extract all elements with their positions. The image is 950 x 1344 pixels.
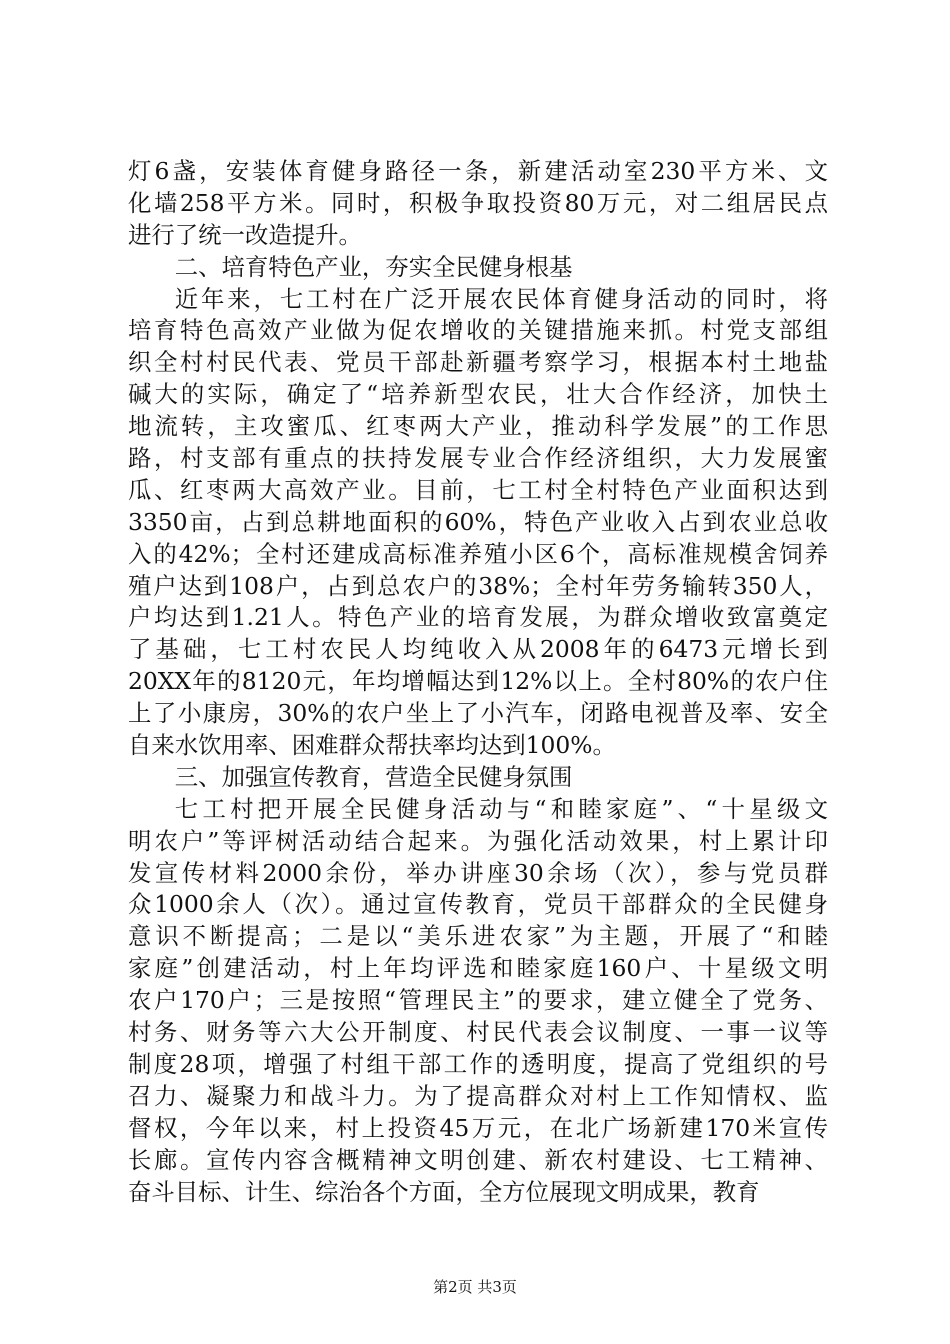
text-line: 七工村把开展全民健身活动与“和睦家庭”、“十星级文 bbox=[174, 794, 828, 823]
text-line: 地流转，主攻蜜瓜、红枣两大产业，推动科学发展”的工作思 bbox=[128, 412, 828, 441]
text-line: 村务、财务等六大公开制度、村民代表会议制度、一事一议等 bbox=[128, 1018, 828, 1047]
text-line: 碱大的实际，确定了“培养新型农民，壮大合作经济，加快土 bbox=[128, 380, 828, 409]
text-line: 家庭”创建活动，村上年均评选和睦家庭160户、十星级文明 bbox=[128, 954, 828, 983]
text-line: 众1000余人（次）。通过宣传教育，党员干部群众的全民健身 bbox=[128, 890, 828, 919]
text-line: 瓜、红枣两大高效产业。目前，七工村全村特色产业面积达到 bbox=[128, 475, 828, 504]
section-heading bbox=[128, 762, 828, 794]
text-line: 培育特色高效产业做为促农增收的关键措施来抓。村党支部组 bbox=[128, 316, 828, 345]
text-line: 农户170户；三是按照“管理民主”的要求，建立健全了党务、 bbox=[128, 986, 828, 1015]
text-line: 发宣传材料2000余份，举办讲座30余场（次），参与党员群 bbox=[128, 858, 828, 887]
text-line: 意识不断提高；二是以“美乐进农家”为主题，开展了“和睦 bbox=[128, 922, 828, 951]
paragraph bbox=[128, 156, 828, 252]
text-line: 化墙258平方米。同时，积极争取投资80万元，对二组居民点 bbox=[128, 188, 828, 217]
text-line: 路，村支部有重点的扶持发展专业合作经济组织，大力发展蜜 bbox=[128, 444, 828, 473]
document-body bbox=[128, 156, 828, 1208]
text-line: 织全村村民代表、党员干部赴新疆考察学习，根据本村土地盐 bbox=[128, 348, 828, 377]
text-line: 殖户达到108户，占到总农户的38%；全村年劳务输转350人， bbox=[128, 571, 828, 600]
page-footer bbox=[0, 1277, 950, 1297]
text-line: 二、培育特色产业，夯实全民健身根基 bbox=[174, 252, 573, 281]
text-line: 明农户”等评树活动结合起来。为强化活动效果，村上累计印 bbox=[128, 826, 828, 855]
text-line: 了基础，七工村农民人均纯收入从2008年的6473元增长到 bbox=[128, 635, 828, 664]
text-line: 20XX年的8120元，年均增幅达到12%以上。全村80%的农户住 bbox=[128, 667, 828, 696]
text-line: 自来水饮用率、困难群众帮扶率均达到100%。 bbox=[128, 731, 616, 760]
page-number: 第2页 共3页 bbox=[433, 1278, 517, 1296]
text-line: 3350亩，占到总耕地面积的60%，特色产业收入占到农业总收 bbox=[128, 507, 828, 536]
text-line: 灯6盏，安装体育健身路径一条，新建活动室230平方米、文 bbox=[128, 157, 828, 185]
text-line: 督权，今年以来，村上投资45万元，在北广场新建170米宣传 bbox=[128, 1113, 828, 1142]
text-line: 奋斗目标、计生、综治各个方面，全方位展现文明成果，教育 bbox=[128, 1177, 760, 1206]
paragraph bbox=[128, 794, 828, 1209]
text-line: 制度28项，增强了村组干部工作的透明度，提高了党组织的号 bbox=[128, 1049, 828, 1078]
text-line: 三、加强宣传教育，营造全民健身氛围 bbox=[174, 762, 573, 791]
text-line: 召力、凝聚力和战斗力。为了提高群众对村上工作知情权、监 bbox=[128, 1081, 828, 1110]
text-line: 长廊。宣传内容含概精神文明创建、新农村建设、七工精神、 bbox=[128, 1145, 828, 1174]
text-line: 上了小康房，30%的农户坐上了小汽车，闭路电视普及率、安全 bbox=[128, 699, 828, 728]
paragraph bbox=[128, 284, 828, 762]
text-line: 近年来，七工村在广泛开展农民体育健身活动的同时，将 bbox=[174, 284, 828, 313]
text-line: 入的42%；全村还建成高标准养殖小区6个，高标准规模舍饲养 bbox=[128, 539, 828, 568]
section-heading bbox=[128, 252, 828, 284]
text-line: 户均达到1.21人。特色产业的培育发展，为群众增收致富奠定 bbox=[128, 603, 828, 632]
text-line: 进行了统一改造提升。 bbox=[128, 220, 362, 249]
